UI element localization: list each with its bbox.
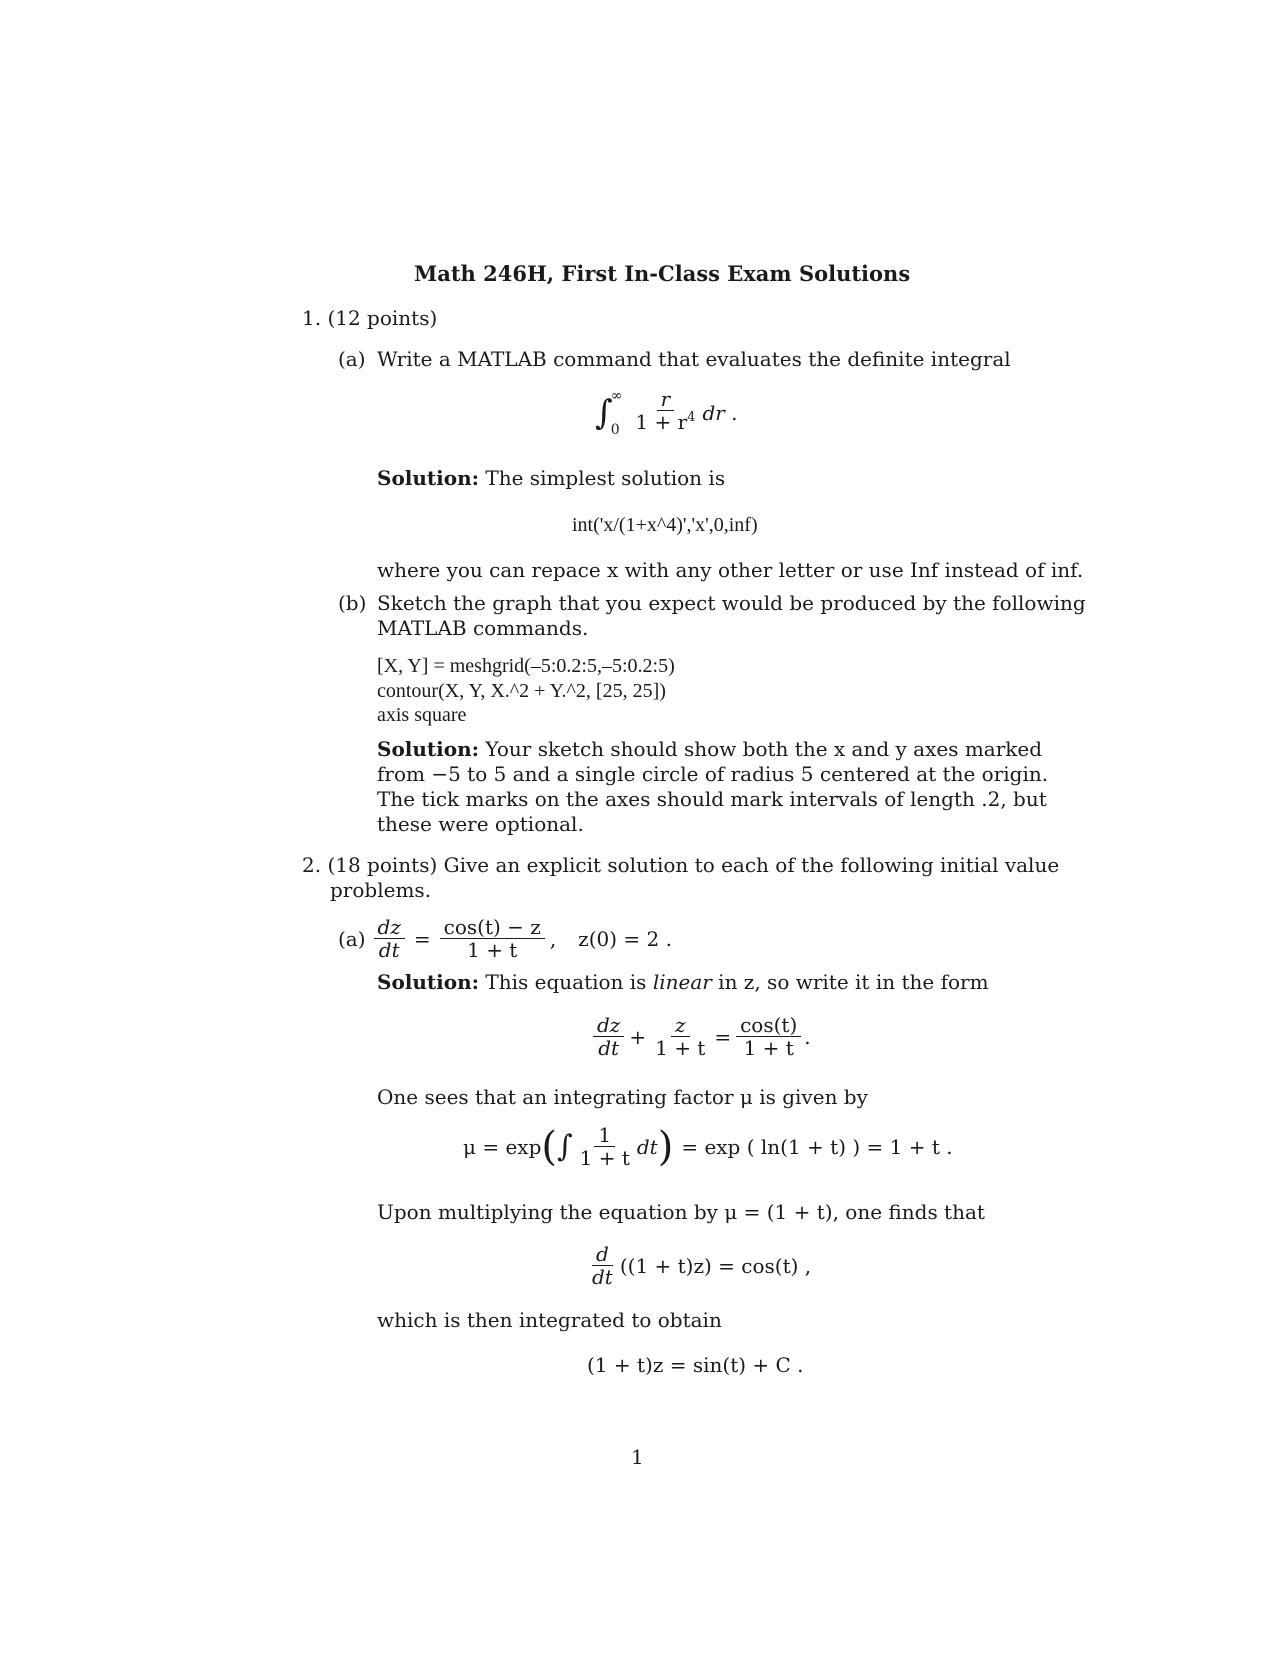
linear-form-equation	[590, 1014, 811, 1059]
q1a-prompt: Write a MATLAB command that evaluates the definite integral	[377, 347, 1011, 371]
ode-lhs-den: dt	[378, 938, 400, 962]
plus-sign: +	[629, 1024, 647, 1049]
lf-term3	[736, 1014, 801, 1059]
deriv-rhs: ((1 + t)z) = cos(t) ,	[619, 1253, 812, 1278]
period: .	[804, 1024, 811, 1049]
mu-lhs: μ = exp	[463, 1134, 542, 1159]
integral-numerator: r	[657, 388, 675, 411]
equals-sign: =	[714, 1024, 732, 1049]
q1a-solution-text: The simplest solution is	[485, 466, 726, 490]
q2a-solution-line	[377, 970, 989, 995]
lf-t2-den: 1 + t	[655, 1036, 706, 1060]
q1a-solution-line	[377, 466, 725, 491]
lf-t2-num: z	[671, 1014, 690, 1037]
q1b-prompt-line-1: Sketch the graph that you expect would be produced by the following	[377, 591, 1086, 615]
lf-t3-den: 1 + t	[743, 1036, 794, 1060]
q1b-solution-line-2: from −5 to 5 and a single circle of radius 5 centered at the origin.	[377, 762, 1049, 786]
q2a-ode	[338, 916, 672, 961]
lf-term2	[651, 1014, 709, 1059]
q1b-solution-line-4: these were optional.	[377, 812, 584, 836]
ode-lhs-fraction	[374, 916, 405, 961]
q1b-code-line-3: axis square	[377, 704, 467, 726]
solution-label: Solution:	[377, 466, 480, 490]
integral-sign: ∫	[595, 392, 613, 433]
q2-header-line-1: 2. (18 points) Give an explicit solution to each of the following initial value	[302, 853, 1060, 877]
q1b-code-line-1: [X, Y] = meshgrid(–5:0.2:5,–5:0.2:5)	[377, 655, 675, 677]
q2a-sol-linear: linear	[652, 970, 712, 994]
ode-initial-condition: z(0) = 2 .	[578, 926, 672, 951]
lf-t1-den: dt	[598, 1036, 620, 1060]
equals-sign: =	[413, 926, 431, 951]
q1b-label: (b)	[338, 591, 367, 615]
q1b-code-line-2: contour(X, Y, X.^2 + Y.^2, [25, 25])	[377, 680, 666, 702]
integral-denominator: 1 + r	[635, 410, 688, 434]
integral-sign: ∫	[557, 1128, 573, 1164]
left-paren: (	[541, 1123, 557, 1170]
solution-label: Solution:	[377, 737, 480, 761]
integral-expression	[595, 388, 738, 437]
mu-dt: dt	[636, 1134, 658, 1159]
q2a-integrate-text: which is then integrated to obtain	[377, 1308, 722, 1332]
final-equation: (1 + t)z = sin(t) + C .	[587, 1353, 804, 1377]
deriv-den: dt	[592, 1265, 613, 1289]
mu-rhs: = exp ( ln(1 + t) ) = 1 + t .	[681, 1134, 953, 1159]
right-paren: )	[657, 1123, 674, 1170]
solution-label: Solution:	[377, 970, 480, 994]
mu-den: 1 + t	[579, 1146, 630, 1170]
deriv-fraction	[588, 1243, 617, 1288]
ode-rhs-den: 1 + t	[467, 938, 518, 962]
deriv-num: d	[592, 1243, 613, 1266]
mu-fraction	[576, 1124, 634, 1169]
q1a-matlab-code: int('x/(1+x^4)','x',0,inf)	[572, 514, 758, 536]
q1b-solution-line-1	[377, 737, 1042, 762]
q2a-multiply-text: Upon multiplying the equation by μ = (1 + t), one finds that	[377, 1200, 985, 1224]
integral-fraction	[631, 388, 699, 437]
q1b-solution-line-3: The tick marks on the axes should mark intervals of length .2, but	[377, 787, 1047, 811]
q1b-solution-text-1: Your sketch should show both the x and y axes marked	[485, 737, 1043, 761]
q1-header: 1. (12 points)	[302, 306, 438, 330]
q2a-factor-text: One sees that an integrating factor μ is given by	[377, 1085, 868, 1109]
q1a-label: (a)	[338, 347, 366, 371]
comma: ,	[549, 926, 557, 951]
mu-equation	[463, 1124, 953, 1169]
integral-denominator-exponent: 4	[687, 410, 696, 425]
lf-t3-num: cos(t)	[736, 1014, 801, 1037]
page-number: 1	[631, 1445, 644, 1469]
lf-t1-num: dz	[593, 1014, 624, 1037]
integral-upper-limit: ∞	[610, 387, 623, 404]
q1b-prompt-line-2: MATLAB commands.	[377, 616, 589, 640]
integral-differential: dr .	[702, 400, 738, 425]
mu-num: 1	[594, 1124, 615, 1147]
q2a-label: (a)	[338, 926, 366, 951]
lf-term1	[593, 1014, 624, 1059]
q2a-sol-text-2: in z, so write it in the form	[711, 970, 989, 994]
integral-lower-limit: 0	[610, 421, 620, 438]
q2a-sol-text-1: This equation is	[485, 970, 653, 994]
ode-lhs-num: dz	[374, 916, 405, 939]
derivative-equation	[585, 1243, 811, 1288]
q2-header-line-2: problems.	[330, 878, 432, 902]
q1a-note: where you can repace x with any other letter or use Inf instead of inf.	[377, 558, 1084, 582]
ode-rhs-num: cos(t) − z	[440, 916, 545, 939]
ode-rhs-fraction	[440, 916, 545, 961]
page-title: Math 246H, First In-Class Exam Solutions	[414, 261, 911, 286]
